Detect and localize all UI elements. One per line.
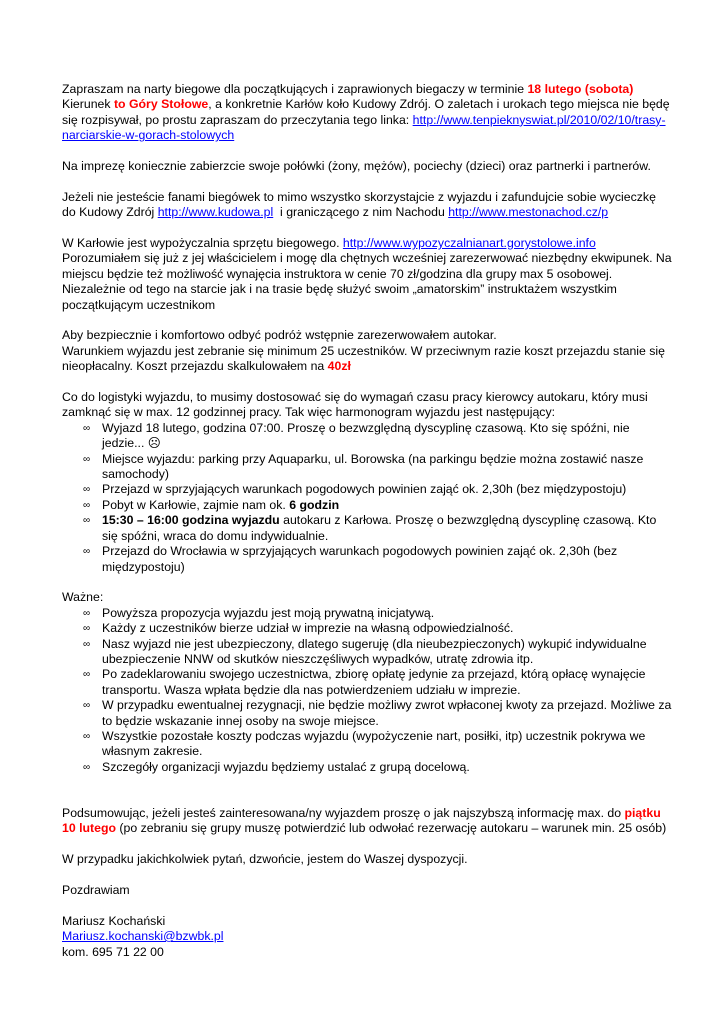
list-item: ∞ Pobyt w Karłowie, zajmie nam ok. 6 godzin — [83, 497, 340, 512]
price: 40zł — [327, 359, 351, 374]
bullet-icon: ∞ — [83, 638, 91, 650]
bullet-icon: ∞ — [83, 607, 91, 619]
important-label: Ważne: — [62, 590, 104, 605]
bus-text-2: Warunkiem wyjazdu jest zebranie się minimum 25 uczestników. W przeciwnym razie koszt przejazdu stanie się nieopłacalny. Koszt przejazdu skalkulowałem na — [62, 343, 665, 374]
sightseeing-text-2: i graniczącego z nim Nachodu — [273, 205, 449, 220]
bullet-icon: ∞ — [83, 669, 91, 681]
rental-link[interactable]: http://www.wypozyczalnianart.gorystolowe.info — [342, 236, 596, 251]
bus-text: Aby bezpiecznie i komfortowo odbyć podróż wstępnie zarezerwowałem autokar. — [62, 328, 497, 343]
summary-text-2: (po zebraniu się grupy muszę potwierdzić lub odwołać rezerwację autokaru – warunek min. 25 osób) — [115, 821, 667, 836]
document-body — [62, 82, 672, 960]
bullet-icon: ∞ — [83, 453, 91, 465]
list-item: ∞ Wszystkie pozostałe koszty podczas wyjazdu (wypożyczenie nart, posiłki, itp) uczestnik pokrywa we własnym zakresie. — [83, 728, 646, 759]
bullet-icon: ∞ — [83, 484, 91, 496]
rental-text: W Karłowie jest wypożyczalnia sprzętu biegowego. — [62, 236, 343, 251]
list-item: ∞ Miejsce wyjazdu: parking przy Aquaparku, ul. Borowska (na parkingu będzie można zostawić nasze samochody) — [83, 451, 644, 482]
signature-name: Mariusz Kochański — [62, 913, 166, 928]
sightseeing-text: Jeżeli nie jesteście fanami biegówek to mimo wszystko skorzystajcie z wyjazdu i zafundujcie sobie wycieczkę do Kudowy Zdrój — [62, 189, 656, 220]
questions-paragraph: W przypadku jakichkolwiek pytań, dzwońcie, jestem do Waszej dyspozycji. — [62, 852, 468, 867]
bullet-icon: ∞ — [83, 623, 91, 635]
bullet-icon: ∞ — [83, 730, 91, 742]
important-list — [62, 606, 672, 775]
list-item: ∞ 15:30 – 16:00 godzina wyjazdu autokaru z Karłowa. Proszę o bezwzględną dyscyplinę czasową. Kto się spóźni, wraca do domu indywidualnie. — [83, 513, 657, 543]
bullet-icon: ∞ — [83, 700, 91, 712]
greeting: Pozdrawiam — [62, 882, 130, 897]
intro-text-2: , a konkretnie Karłów koło Kudowy Zdrój. O zaletach i urokach tego miejsca nie będę się rozpisywał, po prostu zapraszam do przeczytania tego linka: — [62, 97, 670, 127]
destination: to Góry Stołowe — [113, 97, 209, 112]
direction-label: Kierunek — [62, 97, 114, 112]
bullet-icon: ∞ — [83, 515, 91, 527]
list-item: ∞ Wyjazd 18 lutego, godzina 07:00. Proszę o bezwzględną dyscyplinę czasową. Kto się spóźni, nie jedzie... ☹ — [83, 420, 630, 451]
deadline: piątku 10 lutego — [62, 805, 661, 836]
bring-partners-paragraph: Na imprezę koniecznie zabierzcie swoje połówki (żony, mężów), pociechy (dzieci) oraz partnerki i partnerów. — [62, 159, 651, 174]
summary-text: Podsumowując, jeżeli jesteś zainteresowana/ny wyjazdem proszę o jak najszybszą informację max. do — [62, 805, 625, 820]
kudowa-link[interactable]: http://www.kudowa.pl — [157, 205, 274, 220]
sightseeing-paragraph — [62, 190, 672, 221]
list-item: ∞ Powyższa propozycja wyjazdu jest moją prywatną inicjatywą. — [83, 605, 435, 620]
list-item: ∞ Szczegóły organizacji wyjazdu będziemy ustalać z grupą docelową. — [83, 759, 470, 774]
list-item: ∞ Po zadeklarowaniu swojego uczestnictwa, zbiorę opłatę jedynie za przejazd, którą opłacę wynajęcie transportu. Wasza wpłata będzie dla nas potwierdzeniem udziału w imprezie. — [83, 667, 646, 697]
summary-paragraph — [62, 806, 672, 837]
intro-paragraph — [62, 82, 672, 144]
bus-paragraph — [62, 328, 672, 374]
event-date: 18 lutego (sobota) — [527, 82, 634, 96]
bullet-icon: ∞ — [83, 546, 91, 558]
bullet-icon: ∞ — [83, 499, 91, 511]
schedule-list — [62, 421, 672, 575]
email-link[interactable]: Mariusz.kochanski@bzwbk.pl — [62, 929, 224, 944]
rental-text-2: Porozumiałem się już z jej właścicielem i mogę dla chętnych wcześniej zarezerwować niezbędny ekwipunek. Na miejscu będzie też możliwość wynajęcia instruktora w cenie 70 zł/godzina dla grupy max 5 osobowej. Niezależnie od tego na starcie jak i na trasie będę służyć swoim „amatorskim” instruktażem wszystkim początkującym uczestnikom — [62, 251, 672, 312]
bullet-icon: ∞ — [83, 761, 91, 773]
nachod-link[interactable]: http://www.mestonachod.cz/p — [448, 205, 609, 220]
list-item: ∞ Przejazd do Wrocławia w sprzyjających warunkach pogodowych powinien zająć ok. 2,30h (bez międzypostoju) — [83, 544, 618, 574]
list-item: ∞ Przejazd w sprzyjających warunkach pogodowych powinien zająć ok. 2,30h (bez międzypostoju) — [83, 482, 627, 497]
bullet-icon: ∞ — [83, 422, 91, 434]
intro-text: Zapraszam na narty biegowe dla początkujących i zaprawionych biegaczy w terminie — [62, 82, 528, 96]
list-item: ∞ W przypadku ewentualnej rezygnacji, nie będzie możliwy zwrot wpłaconej kwoty za przejazd. Możliwe za to będzie wskazanie innej osoby na swoje miejsce. — [83, 698, 672, 728]
trails-link[interactable]: http://www.tenpieknyswiat.pl/2010/02/10/trasy-narciarskie-w-gorach-stolowych — [62, 112, 666, 143]
rental-paragraph — [62, 236, 672, 313]
logistics-paragraph: Co do logistyki wyjazdu, to musimy dostosować się do wymagań czasu pracy kierowcy autokaru, który musi zamknąć się w max. 12 godzinnej pracy. Tak więc harmonogram wyjazdu jest następujący: — [62, 390, 648, 420]
list-item: ∞ Nasz wyjazd nie jest ubezpieczony, dlatego sugeruję (dla nieubezpieczonych) wykupić indywidualne ubezpieczenie NNW od skutków nieszczęśliwych wypadków, utratę zdrowia itp. — [83, 636, 647, 666]
phone-number: kom. 695 71 22 00 — [62, 944, 164, 959]
list-item: ∞ Każdy z uczestników bierze udział w imprezie na własną odpowiedzialność. — [83, 621, 514, 636]
